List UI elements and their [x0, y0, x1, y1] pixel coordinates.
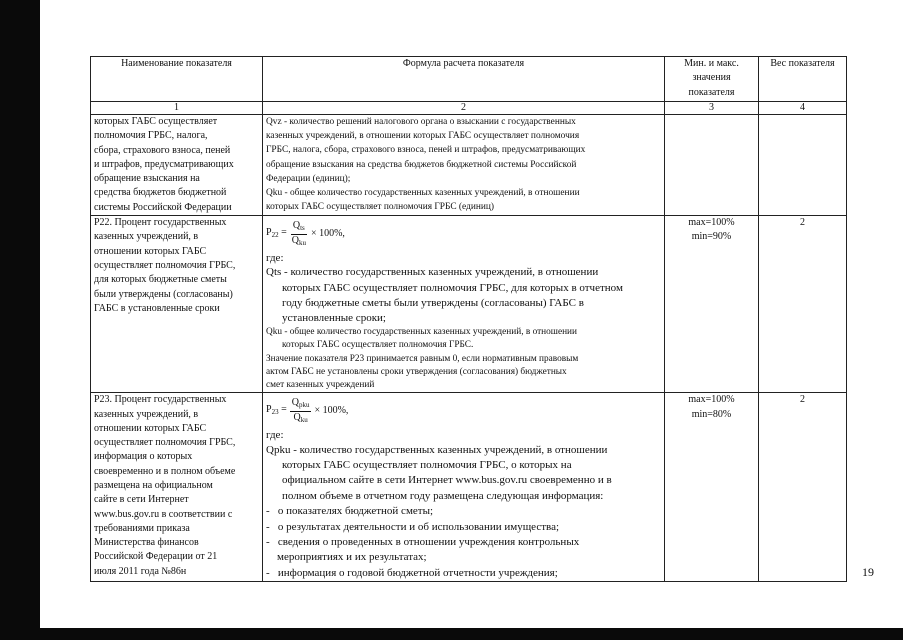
formula-cell: Qvz - количество решений налогового органа о взыскании с государственных казенных учреждений, в отношении которых ГАБС осуществляет полномочия ГРБС, налога, сбора, страхового взноса, пеней и штрафов, предусматривающих обращение взыскания на средства бюджетов бюджетной системы Российской Федерации (единиц); Qku - общее количество государственных казенных учреждений, в отношении которых ГАБС осуществляет полномочия ГРБС (единиц)	[263, 115, 665, 216]
list-item: - сведения о проведенных в отношении учреждения контрольных	[266, 535, 580, 548]
column-number: 4	[759, 102, 847, 115]
indicator-name-cell: Р23. Процент государственных казенных учреждений, в отношении которых ГАБС осуществляет полномочия ГРБС, информация о которых своевременно и в полном объеме размещена на официальном сайте в сети Интернет www.bus.gov.ru в соответствии с требованиями приказа Министерства финансов Российской Федерации от 21 июля 2011 года №86н	[91, 393, 263, 582]
list-item: - о результатах деятельности и об использовании имущества;	[266, 520, 560, 533]
column-number-row	[91, 102, 847, 115]
list-item: - о показателях бюджетной сметы;	[266, 505, 434, 518]
min-max-cell	[665, 115, 759, 216]
formula-p23: $P_{23}$ = $\frac{Q_{pku}}{Q_{ku}}$ × 100%,	[266, 396, 349, 424]
header-min-max: Мин. и макс. значения показателя	[665, 57, 759, 102]
formula-cell: $P_{23}$ = $\frac{Q_{pku}}{Q_{ku}}$ × 100%, где: Qpku - количество государственных казенных учреждений, в отношении которых ГАБС осуществляет полномочия ГРБС, о которых на официальном сайте в сети Интернет www.bus.gov.ru своевременно и в полном объеме в отчетном году размещена следующая информация: - о показателях бюджетной сметы; - о результатах деятельности и об использовании имущества; - сведения о проведенных в отношении учреждения контрольных мероприятиях и их результатах; - информация о годовой бюджетной отчетности учреждения;	[263, 393, 665, 582]
page-number: 19	[862, 565, 874, 579]
column-number: 3	[665, 102, 759, 115]
formula-cell: $P_{22}$ = $\frac{Q_{ts}}{Q_{ku}}$ × 100%, где: Qts - количество государственных казенных учреждений, в отношении которых ГАБС осуществляет полномочия ГРБС, для которых в отчетном году бюджетные сметы были утверждены (согласованы) ГАБС в установленные сроки; Qku - общее количество государственных казенных учреждений, в отношении которых ГАБС осуществляет полномочия ГРБС. Значение показателя Р23 принимается равным 0, если нормативным правовым актом ГАБС не установлены сроки утверждения (согласования) бюджетных смет казенных учреждений	[263, 216, 665, 393]
header-weight: Вес показателя	[759, 57, 847, 102]
list-item: - информация о годовой бюджетной отчетности учреждения;	[266, 566, 558, 579]
table-header-row	[91, 57, 847, 102]
table-row	[91, 115, 847, 216]
indicator-name-cell: Р22. Процент государственных казенных учреждений, в отношении которых ГАБС осуществляет полномочия ГРБС, для которых бюджетные сметы были утверждены (согласованы) ГАБС в установленные сроки	[91, 216, 263, 393]
table-row	[91, 393, 847, 582]
min-max-cell: max=100% min=90%	[665, 216, 759, 393]
column-number: 1	[91, 102, 263, 115]
formula-p22: $P_{22}$ = $\frac{Q_{ts}}{Q_{ku}}$ × 100%,	[266, 219, 345, 247]
weight-cell: 2	[759, 216, 847, 393]
header-formula: Формула расчета показателя	[263, 57, 665, 102]
column-number: 2	[263, 102, 665, 115]
weight-cell	[759, 115, 847, 216]
list-item: мероприятиях и их результатах;	[266, 551, 427, 564]
header-indicator-name: Наименование показателя	[91, 57, 263, 102]
min-max-cell: max=100% min=80%	[665, 393, 759, 582]
scan-edge-left	[0, 0, 40, 640]
indicator-name-cell: которых ГАБС осуществляет полномочия ГРБС, налога, сбора, страхового взноса, пеней и штрафов, предусматривающих обращение взыскания на средства бюджетов бюджетной системы Российской Федерации	[91, 115, 263, 216]
scan-edge-bottom	[0, 628, 903, 640]
table-row	[91, 216, 847, 393]
indicators-table	[90, 56, 847, 582]
weight-cell: 2	[759, 393, 847, 582]
